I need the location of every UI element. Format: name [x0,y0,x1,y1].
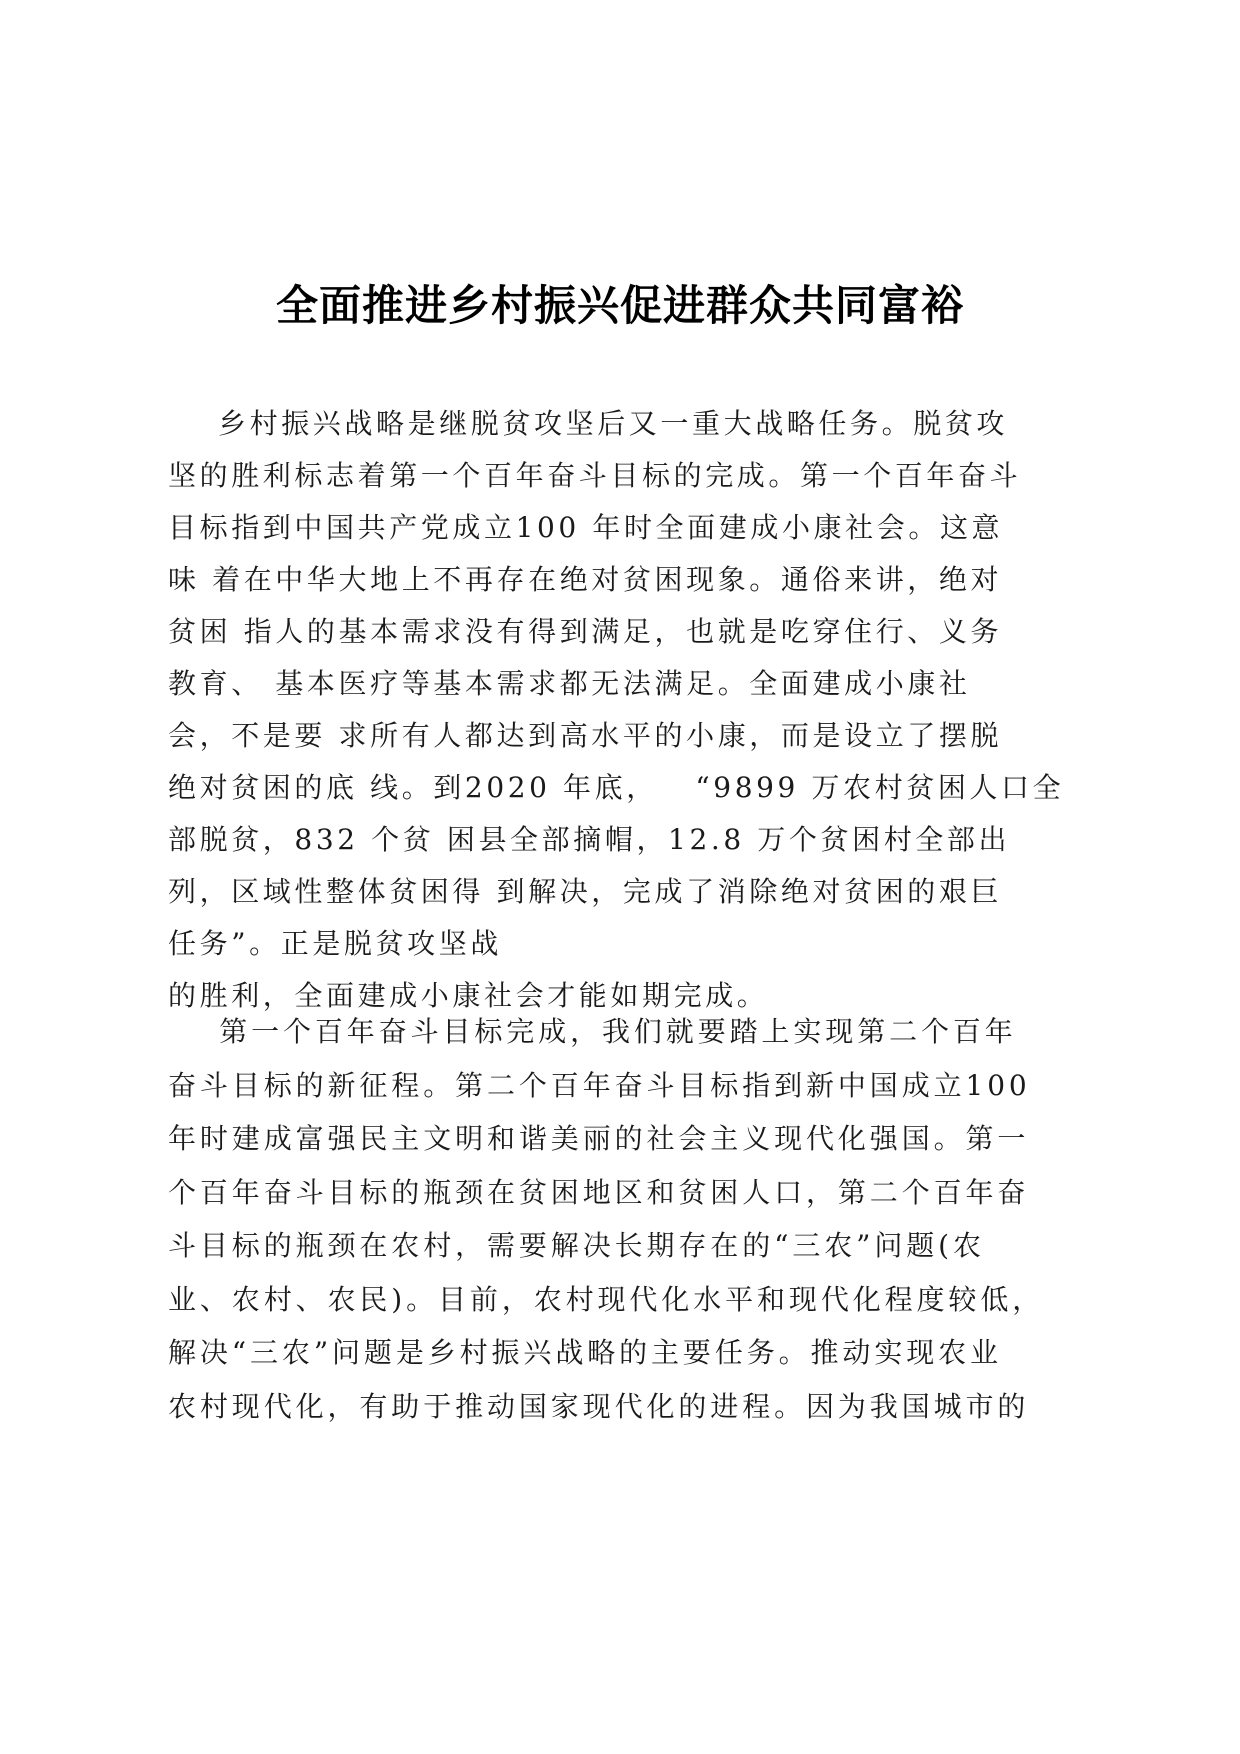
text-line: 第一个百年奋斗目标完成，我们就要踏上实现第二个百年 [168,1015,1017,1048]
text-line: 坚的胜利标志着第一个百年奋斗目标的完成。第一个百年奋斗 [168,459,1022,492]
text-line: 任务”。正是脱贫攻坚战 [168,927,502,960]
text-line: 个百年奋斗目标的瓶颈在贫困地区和贫困人口，第二个百年奋 [168,1175,1030,1209]
text-line: 教育、 基本医疗等基本需求都无法满足。全面建成小康社 [168,667,971,700]
text-line: 农村现代化，有助于推动国家现代化的进程。因为我国城市的 [168,1389,1030,1423]
text-line: 解决“三农”问题是乡村振兴战略的主要任务。推动实现农业 [168,1336,1002,1369]
document-title: 全面推进乡村振兴促进群众共同富裕 [275,281,964,330]
text-line: 奋斗目标的新征程。第二个百年奋斗目标指到新中国成立100 [168,1068,1031,1102]
text-line: 贫困 指人的基本需求没有得到满足，也就是吃穿住行、义务 [168,615,1003,648]
text-line: 斗目标的瓶颈在农村，需要解决长期存在的“三农”问题(农 [168,1229,985,1262]
text-line: 的胜利，全面建成小康社会才能如期完成。 [168,979,769,1012]
paragraph-1 [168,398,1088,1022]
text-line: 目标指到中国共产党成立100 年时全面建成小康社会。这意 [168,511,1004,544]
paragraph-2 [168,1005,1088,1433]
text-line: 味 着在中华大地上不再存在绝对贫困现象。通俗来讲，绝对 [168,563,1003,596]
text-line: 列，区域性整体贫困得 到解决，完成了消除绝对贫困的艰巨 [168,875,1003,908]
text-line: 业、农村、农民)。目前，农村现代化水平和现代化程度较低， [168,1282,1045,1316]
text-line: 绝对贫困的底 线。到2020 年底， “9899 万农村贫困人口全 [168,771,1065,804]
text-line: 年时建成富强民主文明和谐美丽的社会主义现代化强国。第一 [168,1122,1030,1155]
text-line: 会，不是要 求所有人都达到高水平的小康，而是设立了摆脱 [168,719,1003,752]
text-line: 乡村振兴战略是继脱贫攻坚后又一重大战略任务。脱贫攻 [168,407,1009,440]
text-line: 部脱贫，832 个贫 困县全部摘帽，12.8 万个贫困村全部出 [168,823,1011,856]
